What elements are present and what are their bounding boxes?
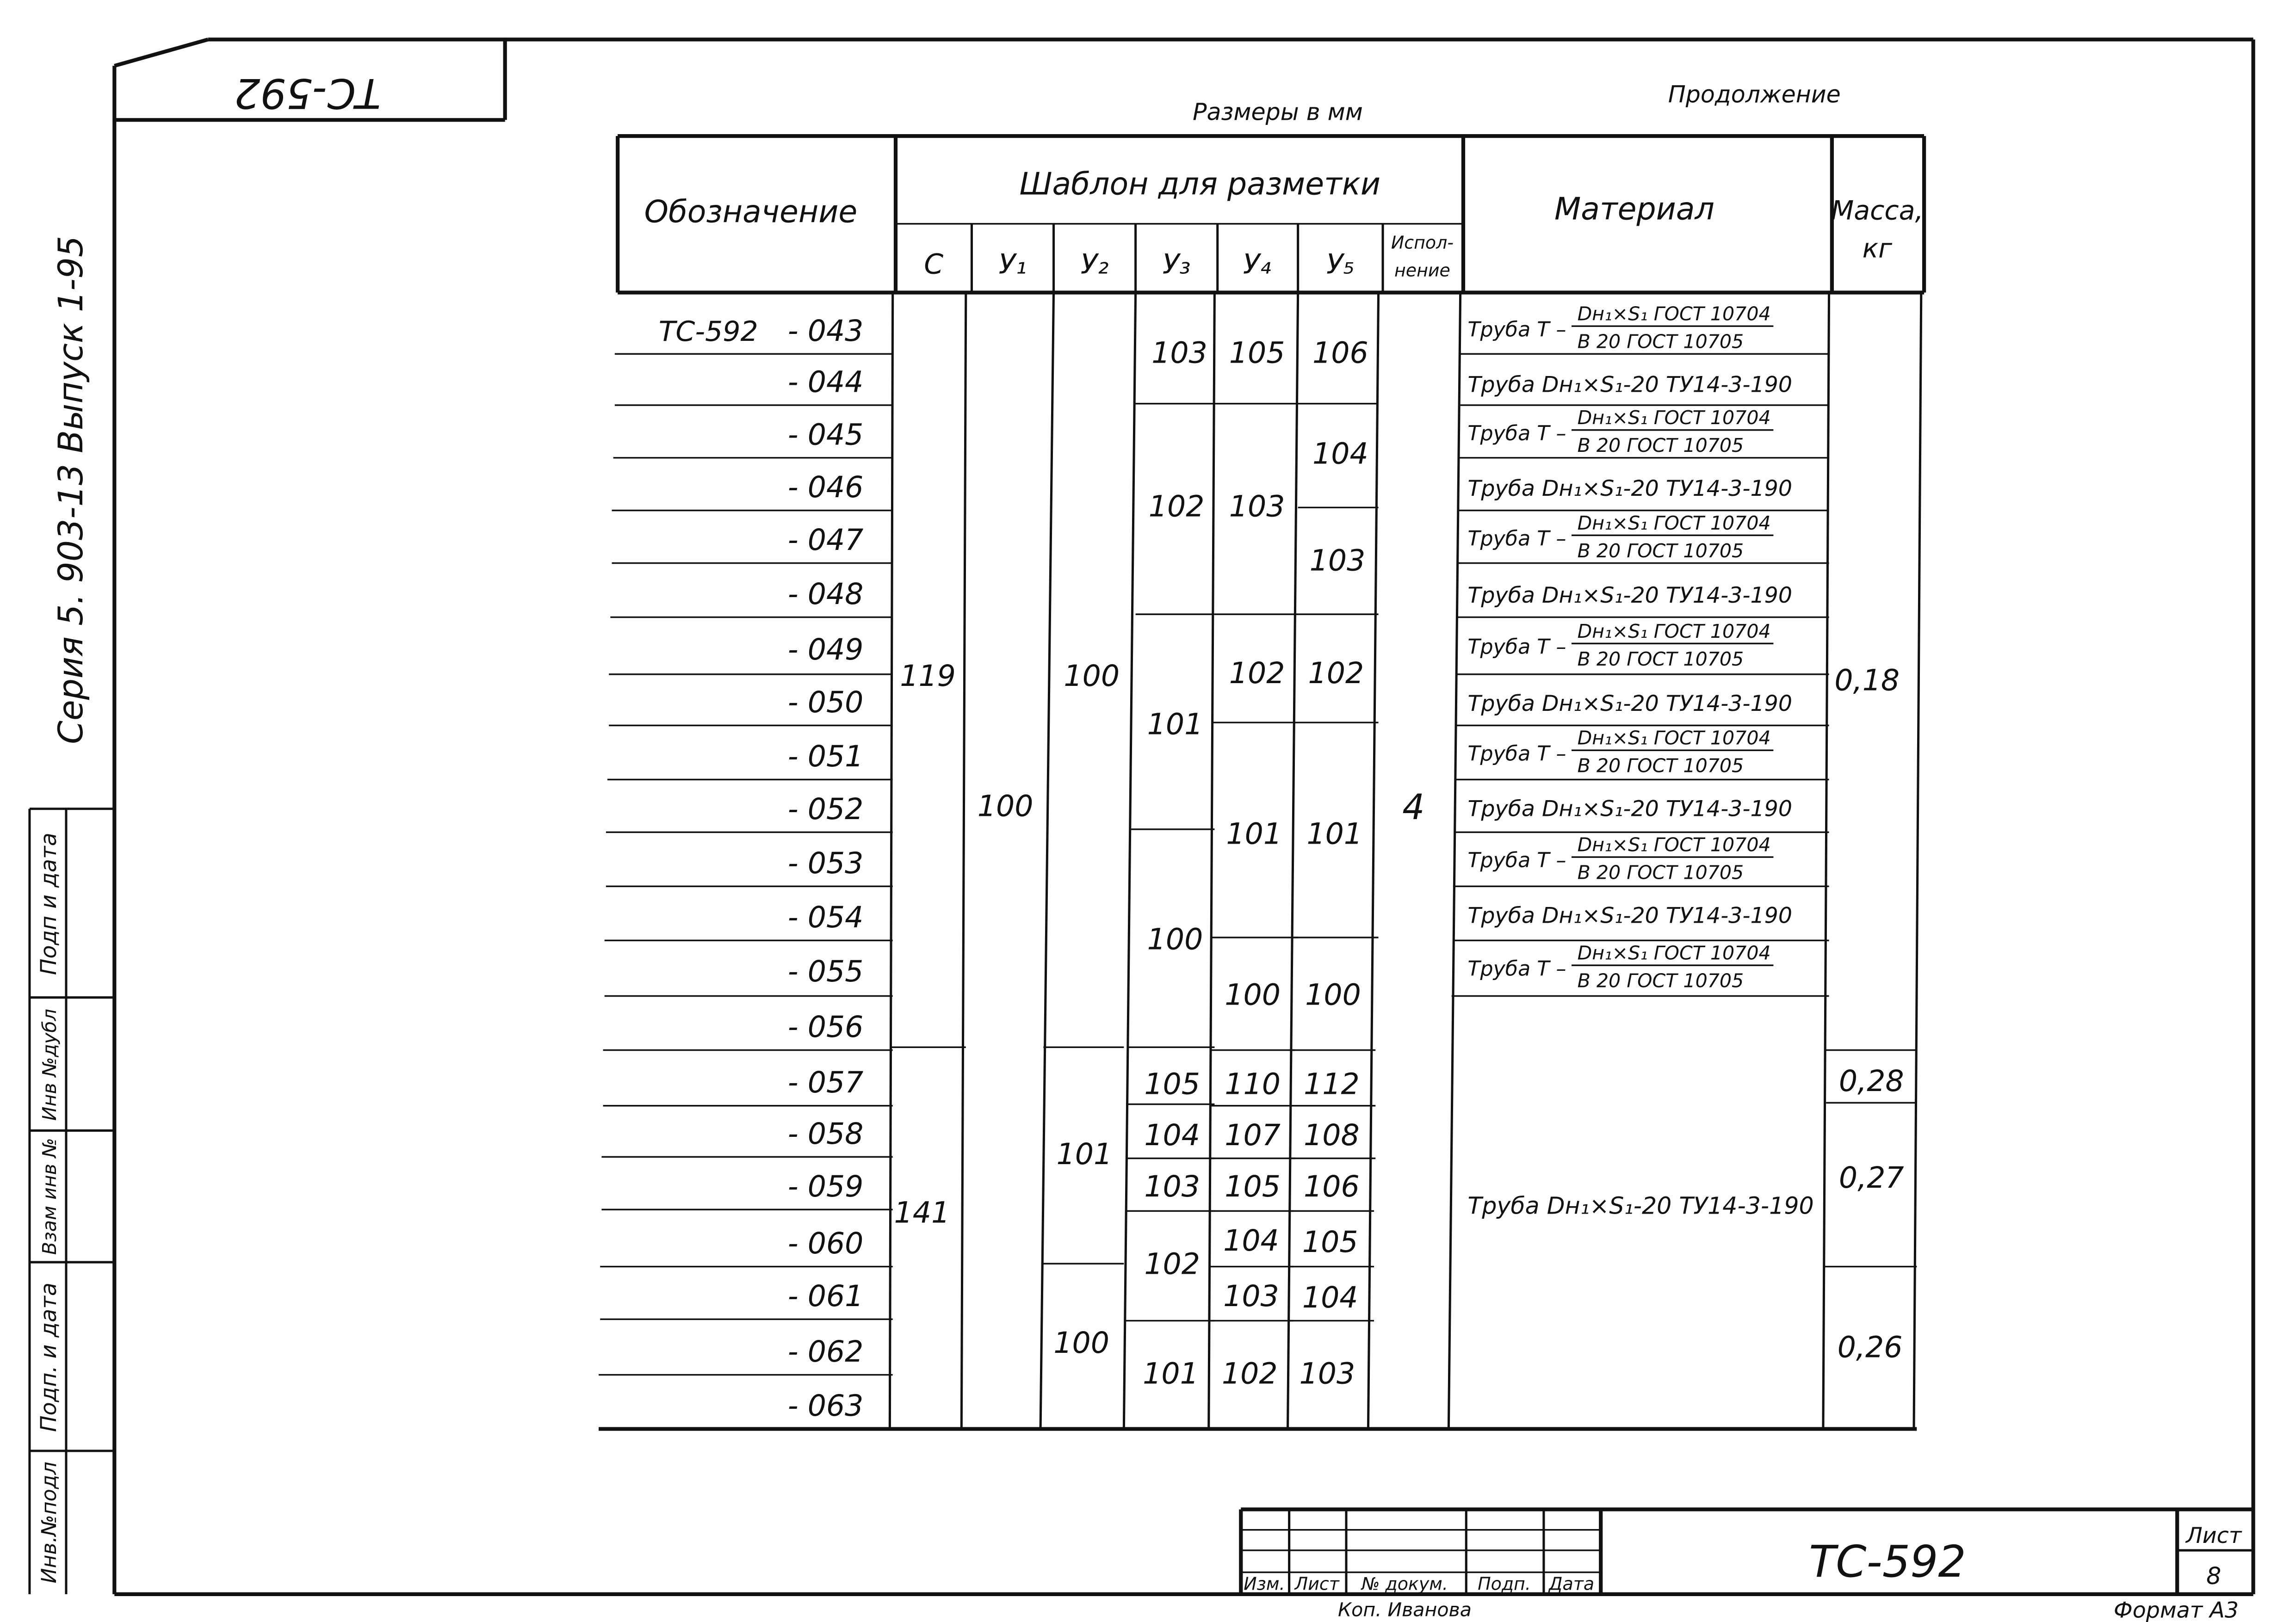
designation-row: - 048 bbox=[787, 577, 864, 611]
y1-value: 100 bbox=[977, 789, 1034, 823]
y5-value: 106 bbox=[1312, 335, 1368, 370]
title-podp: Подп. bbox=[1478, 1573, 1531, 1594]
y4-value: 104 bbox=[1223, 1223, 1279, 1258]
title-data: Дата bbox=[1548, 1573, 1595, 1594]
y3-values bbox=[1143, 335, 1207, 1390]
title-list: Лист bbox=[1294, 1573, 1339, 1594]
designation-column bbox=[659, 314, 864, 1423]
designation-row: - 047 bbox=[787, 523, 864, 557]
material-denominator: В 20 ГОСТ 10705 bbox=[1577, 539, 1744, 562]
y5-value: 103 bbox=[1299, 1356, 1355, 1391]
material-tu: Труба Dн₁×S₁-20 ТУ14-3-190 bbox=[1467, 903, 1793, 929]
y3-value: 102 bbox=[1148, 489, 1205, 524]
side-stamp-inv-dubl: Инв №дубл bbox=[38, 1009, 61, 1121]
y4-value: 110 bbox=[1225, 1067, 1281, 1101]
material-tu: Труба Dн₁×S₁-20 ТУ14-3-190 bbox=[1467, 476, 1793, 502]
designation-row: - 059 bbox=[787, 1169, 864, 1203]
material-prefix: Труба Т – bbox=[1467, 421, 1566, 445]
y5-value: 101 bbox=[1306, 816, 1363, 851]
c-value: 119 bbox=[900, 659, 956, 693]
material-prefix: Труба Т – bbox=[1467, 635, 1566, 659]
material-gost-entry bbox=[1467, 620, 1773, 670]
side-stamp-podp-data-top: Подп и дата bbox=[36, 833, 62, 975]
header-execution-2: нение bbox=[1394, 260, 1450, 281]
designation-row: - 043 bbox=[787, 313, 864, 348]
y4-value: 105 bbox=[1229, 335, 1285, 370]
material-numerator: Dн₁×S₁ ГОСТ 10704 bbox=[1577, 620, 1771, 642]
material-numerator: Dн₁×S₁ ГОСТ 10704 bbox=[1577, 833, 1771, 856]
title-sheet-number: 8 bbox=[2206, 1562, 2222, 1590]
header-mass-1: Масса, bbox=[1831, 195, 1924, 226]
material-column bbox=[1467, 303, 1813, 1220]
material-numerator: Dн₁×S₁ ГОСТ 10704 bbox=[1577, 302, 1771, 325]
y5-value: 105 bbox=[1302, 1224, 1358, 1259]
header-y3: У₃ bbox=[1162, 248, 1191, 281]
designation-row: - 057 bbox=[787, 1065, 864, 1100]
corner-stamp-box bbox=[114, 39, 505, 120]
material-denominator: В 20 ГОСТ 10705 bbox=[1577, 969, 1744, 992]
designation-row: - 058 bbox=[787, 1116, 864, 1151]
title-code: ТС-592 bbox=[1809, 1536, 1966, 1587]
material-prefix: Труба Т – bbox=[1467, 527, 1566, 551]
mass-value: 0,27 bbox=[1838, 1160, 1904, 1195]
side-stamp-inv-podl: Инв.№подл bbox=[37, 1462, 61, 1584]
material-denominator: В 20 ГОСТ 10705 bbox=[1577, 434, 1744, 457]
y4-value: 103 bbox=[1223, 1278, 1279, 1313]
material-denominator: В 20 ГОСТ 10705 bbox=[1577, 754, 1744, 777]
y5-value: 104 bbox=[1302, 1280, 1358, 1315]
y5-value: 106 bbox=[1304, 1169, 1360, 1203]
designation-row: - 061 bbox=[787, 1278, 864, 1313]
sizes-note: Размеры в мм bbox=[1192, 98, 1363, 126]
c-y1-y2-values bbox=[894, 659, 1120, 1360]
y4-values bbox=[1222, 335, 1285, 1390]
designation-row: - 044 bbox=[787, 364, 864, 399]
material-gost-entry bbox=[1467, 833, 1773, 883]
header-material: Материал bbox=[1554, 191, 1714, 227]
y4-value: 102 bbox=[1229, 655, 1285, 690]
header-mass-2: кг bbox=[1862, 233, 1893, 264]
y5-value: 100 bbox=[1305, 977, 1361, 1012]
material-tu-merged: Труба Dн₁×S₁-20 ТУ14-3-190 bbox=[1467, 1192, 1814, 1220]
designation-row: - 051 bbox=[787, 739, 864, 774]
execution-value: 4 bbox=[1402, 786, 1425, 827]
designation-row: - 063 bbox=[787, 1388, 864, 1423]
material-numerator: Dн₁×S₁ ГОСТ 10704 bbox=[1577, 942, 1771, 964]
format-label: Формат А3 bbox=[2113, 1597, 2239, 1622]
material-numerator: Dн₁×S₁ ГОСТ 10704 bbox=[1577, 512, 1771, 534]
y2-value: 101 bbox=[1056, 1137, 1113, 1172]
y2-value: 100 bbox=[1064, 659, 1120, 693]
material-prefix: Труба Т – bbox=[1467, 957, 1566, 981]
title-block bbox=[1241, 1510, 2253, 1622]
title-n-dokum: № докум. bbox=[1361, 1573, 1448, 1594]
y2-value: 100 bbox=[1053, 1326, 1109, 1360]
designation-row: - 050 bbox=[787, 685, 864, 720]
material-tu: Труба Dн₁×S₁-20 ТУ14-3-190 bbox=[1467, 372, 1793, 398]
material-tu: Труба Dн₁×S₁-20 ТУ14-3-190 bbox=[1467, 582, 1793, 608]
y4-value: 100 bbox=[1225, 977, 1281, 1012]
y3-value: 103 bbox=[1151, 335, 1207, 370]
designation-row: - 046 bbox=[787, 470, 864, 505]
header-c: С bbox=[924, 248, 944, 281]
mass-value: 0,26 bbox=[1837, 1330, 1903, 1364]
c-value: 141 bbox=[894, 1195, 950, 1230]
title-izm: Изм. bbox=[1244, 1573, 1285, 1594]
designation-row: - 054 bbox=[787, 900, 864, 934]
y5-value: 104 bbox=[1312, 436, 1368, 471]
y3-value: 101 bbox=[1143, 1356, 1199, 1391]
designation-row: - 053 bbox=[787, 845, 864, 880]
y4-value: 102 bbox=[1221, 1356, 1278, 1391]
corner-stamp-code: ТС-592 bbox=[234, 69, 381, 117]
side-stamp bbox=[30, 809, 114, 1594]
header-y1: У₁ bbox=[998, 248, 1027, 281]
y5-values bbox=[1300, 335, 1368, 1390]
y4-value: 101 bbox=[1226, 816, 1282, 851]
material-gost-entry bbox=[1467, 727, 1773, 777]
material-denominator: В 20 ГОСТ 10705 bbox=[1577, 330, 1744, 353]
y5-value: 102 bbox=[1308, 655, 1364, 690]
title-sheet-label: Лист bbox=[2186, 1523, 2242, 1549]
y5-value: 103 bbox=[1309, 543, 1366, 578]
series-label: Серия 5. 903-13 Выпуск 1-95 bbox=[51, 235, 91, 744]
material-prefix: Труба Т – bbox=[1467, 318, 1566, 342]
continuation-note: Продолжение bbox=[1668, 80, 1841, 108]
material-prefix: Труба Т – bbox=[1467, 849, 1566, 873]
designation-row: - 052 bbox=[787, 791, 864, 826]
y5-value: 108 bbox=[1304, 1118, 1360, 1153]
material-denominator: В 20 ГОСТ 10705 bbox=[1577, 861, 1744, 884]
y3-value: 101 bbox=[1147, 707, 1203, 741]
y3-value: 103 bbox=[1144, 1169, 1201, 1203]
y5-value: 112 bbox=[1304, 1067, 1360, 1101]
mass-column bbox=[1834, 663, 1904, 1364]
designation-row: - 056 bbox=[787, 1010, 864, 1044]
material-tu: Труба Dн₁×S₁-20 ТУ14-3-190 bbox=[1467, 796, 1793, 822]
designation-prefix: ТС-592 bbox=[658, 315, 758, 348]
y4-value: 103 bbox=[1229, 489, 1285, 524]
y3-value: 105 bbox=[1144, 1067, 1201, 1101]
mass-value: 0,28 bbox=[1838, 1064, 1904, 1098]
y4-value: 105 bbox=[1225, 1169, 1281, 1203]
material-gost-entry bbox=[1467, 512, 1773, 562]
y3-value: 102 bbox=[1144, 1246, 1201, 1281]
material-gost-entry bbox=[1467, 407, 1773, 456]
material-numerator: Dн₁×S₁ ГОСТ 10704 bbox=[1577, 407, 1771, 429]
material-tu: Труба Dн₁×S₁-20 ТУ14-3-190 bbox=[1467, 691, 1793, 716]
header-y4: У₄ bbox=[1243, 248, 1271, 281]
y4-value: 107 bbox=[1225, 1118, 1281, 1153]
material-gost-entry bbox=[1467, 303, 1773, 353]
material-prefix: Труба Т – bbox=[1467, 742, 1566, 766]
side-stamp-vzam-inv: Взам инв № bbox=[38, 1138, 61, 1255]
side-stamp-podp-data-bottom: Подп. и дата bbox=[36, 1283, 62, 1432]
copied-by: Коп. Иванова bbox=[1337, 1598, 1472, 1621]
designation-row: - 062 bbox=[787, 1334, 864, 1369]
y3-value: 100 bbox=[1147, 922, 1203, 956]
header-y2: У₂ bbox=[1080, 248, 1109, 281]
header-execution-1: Испол- bbox=[1391, 232, 1454, 253]
header-y5: У₅ bbox=[1326, 248, 1355, 281]
y3-value: 104 bbox=[1144, 1118, 1201, 1153]
designation-row: - 055 bbox=[787, 954, 864, 988]
material-gost-entry bbox=[1467, 942, 1773, 992]
designation-row: - 060 bbox=[787, 1226, 864, 1261]
material-denominator: В 20 ГОСТ 10705 bbox=[1577, 648, 1744, 670]
material-numerator: Dн₁×S₁ ГОСТ 10704 bbox=[1577, 727, 1771, 749]
designation-row: - 049 bbox=[787, 632, 864, 667]
mass-value: 0,18 bbox=[1834, 663, 1900, 697]
designation-row: - 045 bbox=[787, 417, 864, 452]
header-designation: Обозначение bbox=[644, 193, 858, 230]
header-template: Шаблон для разметки bbox=[1019, 166, 1381, 202]
